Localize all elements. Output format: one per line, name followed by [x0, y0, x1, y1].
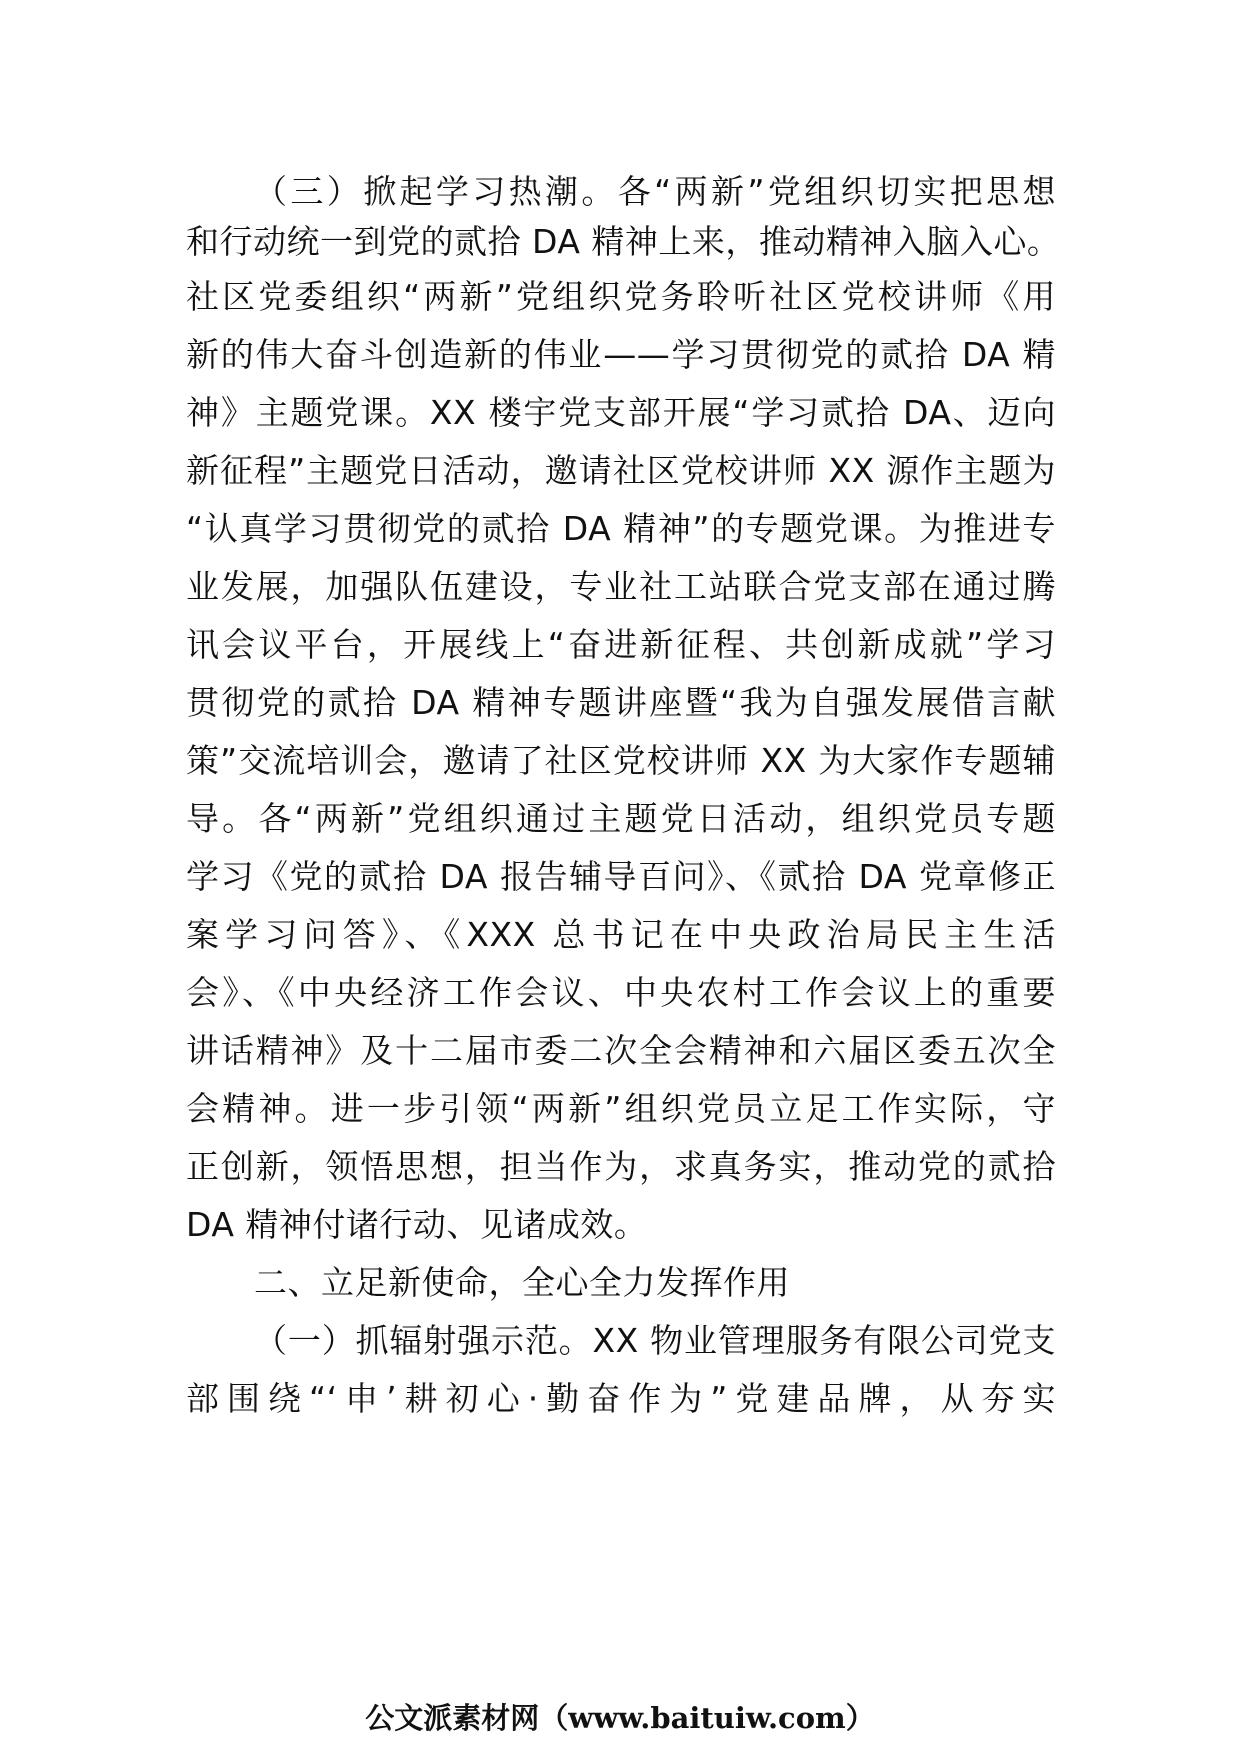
paragraph-line: 讲话精神》及十二届市委二次全会精神和六届区委五次全 — [186, 1031, 1056, 1070]
section-heading: 二、立足新使命，全心全力发挥作用 — [254, 1263, 790, 1302]
paragraph-line: （一）抓辐射强示范。XX 物业管理服务有限公司党支 — [254, 1321, 1056, 1360]
paragraph-line: DA 精神付诸行动、见诸成效。 — [186, 1205, 648, 1244]
paragraph-line: 社区党委组织“两新”党组织党务聆听社区党校讲师《用 — [186, 277, 1056, 316]
paragraph-line: 神》主题党课。XX 楼宇党支部开展“学习贰拾 DA、迈向 — [186, 393, 1056, 432]
paragraph-line: （三）掀起学习热潮。各“两新”党组织切实把思想 — [254, 172, 1056, 211]
paragraph-line: 会精神。进一步引领“两新”组织党员立足工作实际，守 — [186, 1089, 1056, 1128]
paragraph-line: 学习《党的贰拾 DA 报告辅导百问》、《贰拾 DA 党章修正 — [186, 857, 1056, 896]
paragraph-line: 会》、《中央经济工作会议、中央农村工作会议上的重要 — [186, 973, 1056, 1012]
paragraph-line: 业发展，加强队伍建设，专业社工站联合党支部在通过腾 — [186, 567, 1056, 606]
paragraph-line: 案学习问答》、《XXX 总书记在中央政治局民主生活 — [186, 915, 1056, 954]
paragraph-line: 贯彻党的贰拾 DA 精神专题讲座暨“我为自强发展借言献 — [186, 683, 1056, 722]
paragraph-line: 和行动统一到党的贰拾 DA 精神上来，推动精神入脑入心。 — [186, 222, 1061, 261]
paragraph-line: 部围绕“‘申’耕初心·勤奋作为”党建品牌，从夯实 — [186, 1379, 1056, 1418]
paragraph-line: 新的伟大奋斗创造新的伟业——学习贯彻党的贰拾 DA 精 — [186, 335, 1056, 374]
paragraph-line: 正创新，领悟思想，担当作为，求真务实，推动党的贰拾 — [186, 1147, 1056, 1186]
paragraph-line: 策”交流培训会，邀请了社区党校讲师 XX 为大家作专题辅 — [186, 741, 1056, 780]
paragraph-line: 讯会议平台，开展线上“奋进新征程、共创新成就”学习 — [186, 625, 1056, 664]
paragraph-line: 导。各“两新”党组织通过主题党日活动，组织党员专题 — [186, 799, 1056, 838]
paragraph-line: “认真学习贯彻党的贰拾 DA 精神”的专题党课。为推进专 — [186, 509, 1056, 548]
paragraph-line: 新征程”主题党日活动，邀请社区党校讲师 XX 源作主题为 — [186, 451, 1056, 490]
footer-watermark: 公文派素材网（www.baituiw.com） — [365, 1701, 875, 1735]
